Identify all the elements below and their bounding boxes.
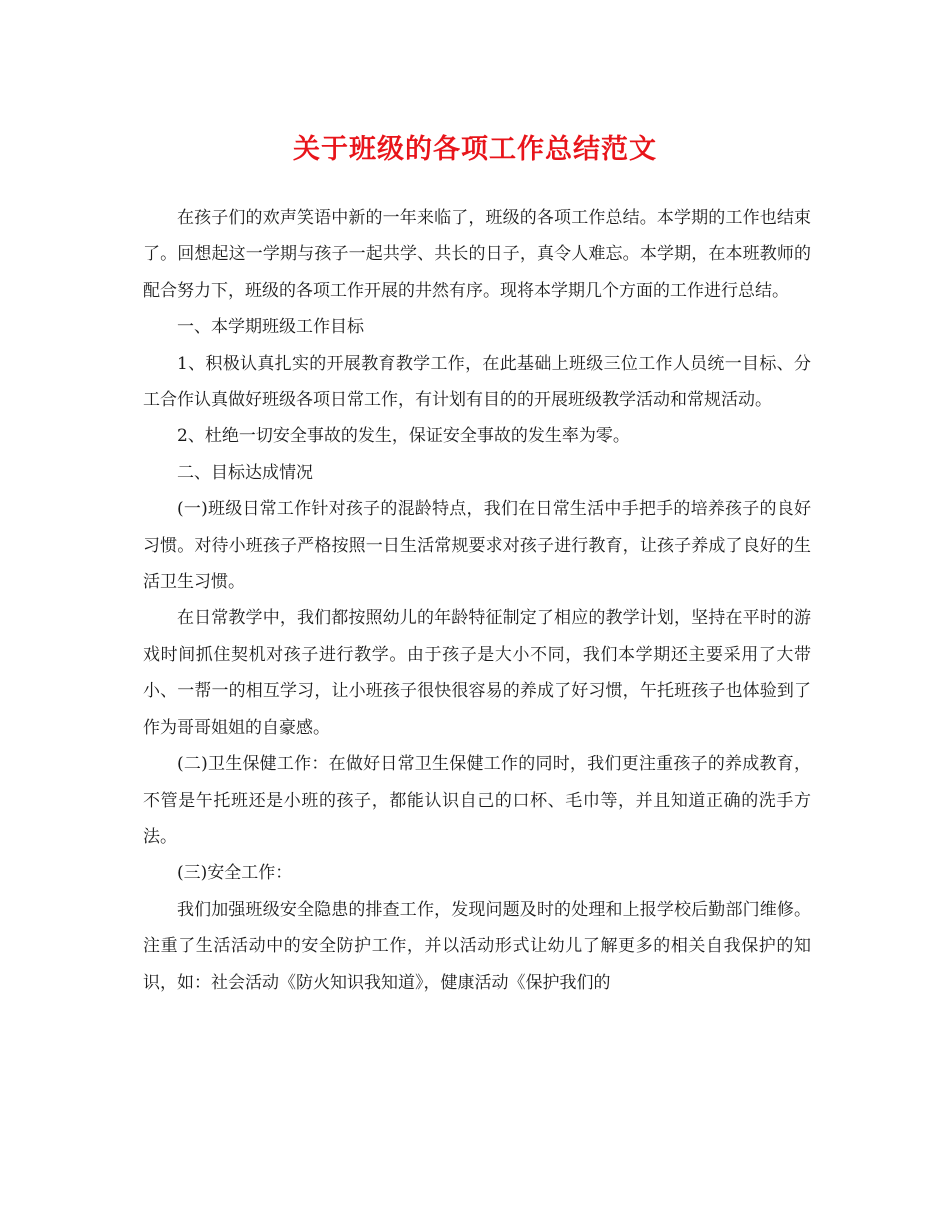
paragraph-daily-teaching: 在日常教学中，我们都按照幼儿的年龄特征制定了相应的教学计划，坚持在平时的游戏时间抓住契机对孩子进行教学。由于孩子是大小不同，我们本学期还主要采用了大带小、一帮一的相互学习，让小班孩子很快很容易的养成了好习惯，午托班孩子也体验到了作为哥哥姐姐的自豪感。 bbox=[143, 608, 811, 738]
heading-work-goals: 一、本学期班级工作目标 bbox=[177, 317, 364, 338]
paragraph-goal-1: 1、积极认真扎实的开展教育教学工作，在此基础上班级三位工作人员统一目标、分工合作认真做好班级各项日常工作，有计划有目的的开展班级教学活动和常规活动。 bbox=[143, 353, 811, 411]
paragraph-daily-work: (一)班级日常工作针对孩子的混龄特点，我们在日常生活中手把手的培养孩子的良好习惯。对待小班孩子严格按照一日生活常规要求对孩子进行教育，让孩子养成了良好的生活卫生习惯。 bbox=[143, 499, 811, 593]
paragraph-safety-details: 我们加强班级安全隐患的排查工作，发现问题及时的处理和上报学校后勤部门维修。注重了生活活动中的安全防护工作，并以活动形式让幼儿了解更多的相关自我保护的知识，如：社会活动《防火知识我知道》，健康活动《保护我们的 bbox=[143, 899, 811, 993]
paragraph-goal-2: 2、杜绝一切安全事故的发生，保证安全事故的发生率为零。 bbox=[177, 426, 630, 447]
document-title: 关于班级的各项工作总结范文 bbox=[293, 134, 657, 165]
heading-goal-achievement: 二、目标达成情况 bbox=[177, 462, 313, 483]
paragraph-intro: 在孩子们的欢声笑语中新的一年来临了，班级的各项工作总结。本学期的工作也结束了。回想起这一学期与孩子一起共学、共长的日子，真令人难忘。本学期，在本班教师的配合努力下，班级的各项工作开展的井然有序。现将本学期几个方面的工作进行总结。 bbox=[143, 208, 811, 301]
heading-safety-work: (三)安全工作： bbox=[177, 863, 293, 884]
paragraph-health-care: (二)卫生保健工作：在做好日常卫生保健工作的同时，我们更注重孩子的养成教育，不管是午托班还是小班的孩子，都能认识自己的口杯、毛巾等，并且知道正确的洗手方法。 bbox=[143, 754, 811, 847]
document-body bbox=[143, 200, 811, 1001]
